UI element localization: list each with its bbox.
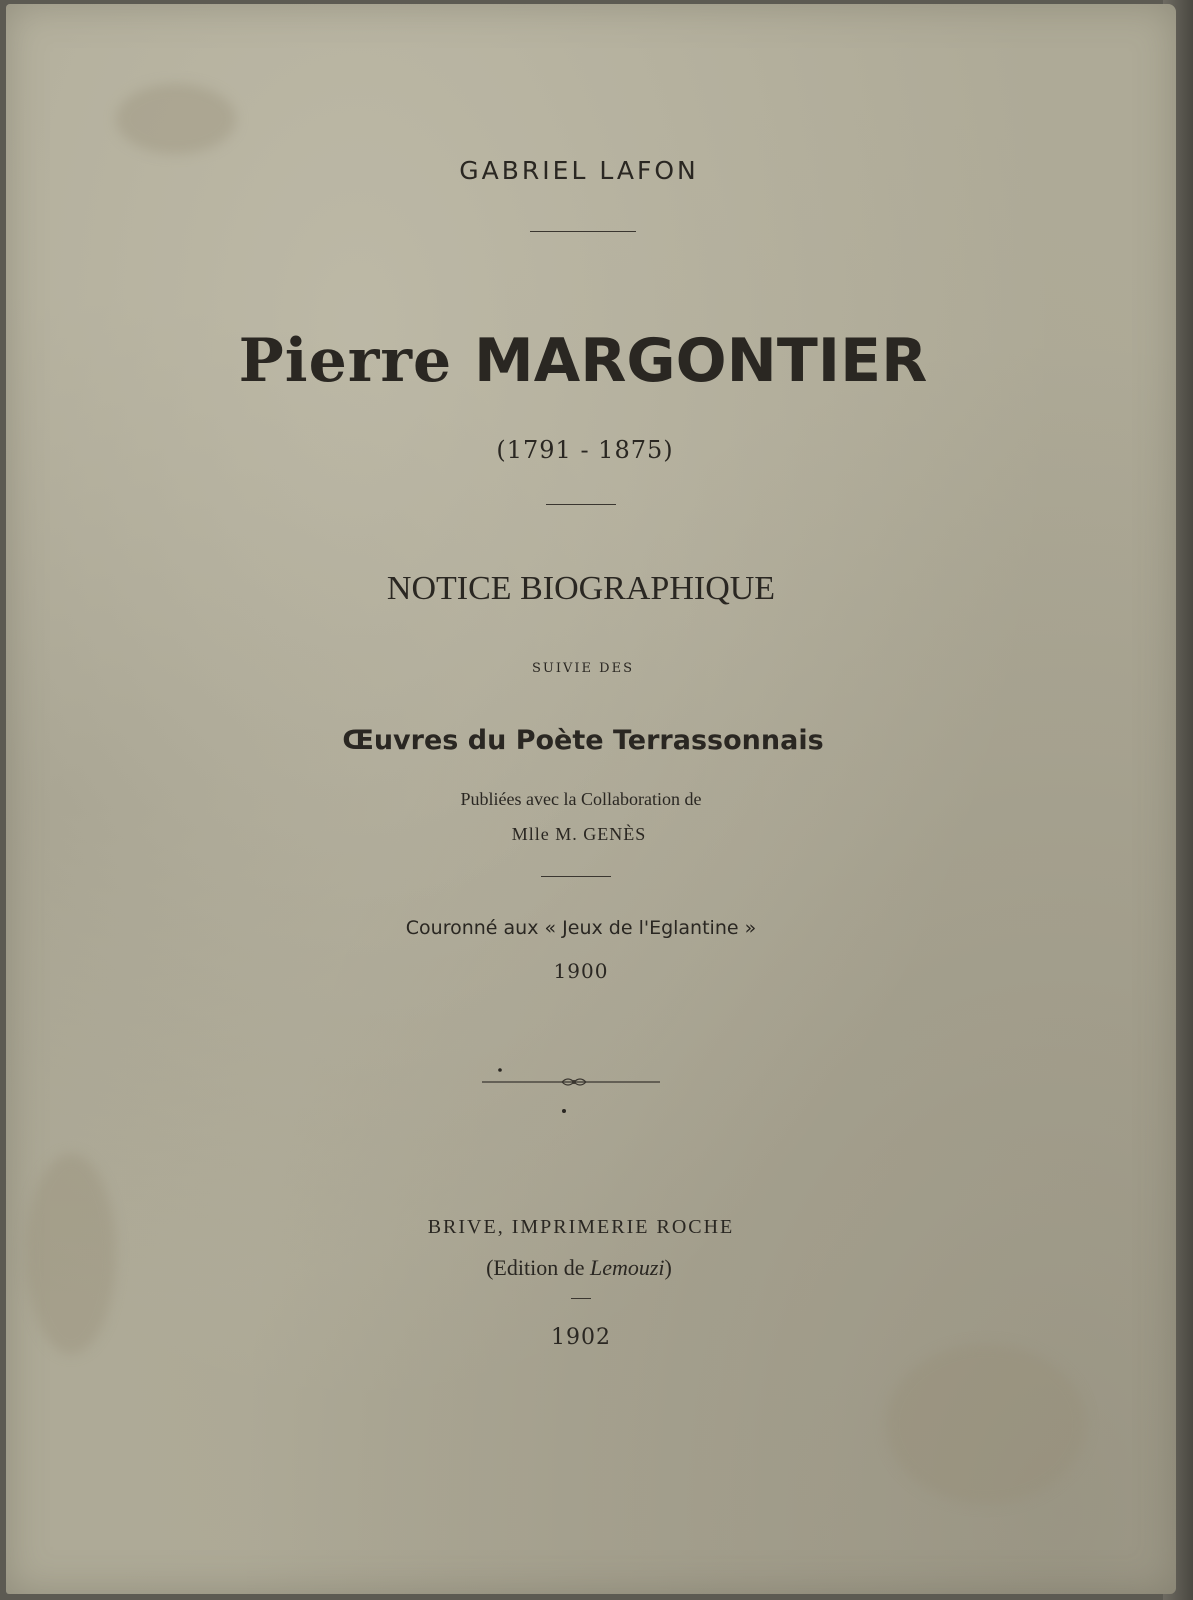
book-cover — [6, 4, 1176, 1594]
title-surname: MARGONTIER — [474, 326, 928, 396]
edition-prefix: (Edition de — [486, 1255, 590, 1280]
divider-rule — [546, 504, 616, 505]
edition-line — [0, 1255, 1164, 1281]
author-name: GABRIEL LAFON — [459, 156, 699, 185]
title-first-name: Pierre — [238, 326, 475, 396]
edition-suffix: ) — [664, 1255, 672, 1280]
award-year: 1900 — [553, 959, 609, 983]
book-title — [0, 326, 1168, 396]
subtitle: NOTICE BIOGRAPHIQUE — [386, 570, 776, 607]
divider-rule — [541, 876, 611, 877]
cover-stain — [116, 84, 236, 154]
published-with-text: Publiées avec la Collaboration de — [460, 789, 702, 809]
ornament-divider-icon — [476, 1066, 666, 1116]
edition-name: Lemouzi — [589, 1255, 665, 1280]
works-title: Œuvres du Poète Terrassonnais — [342, 725, 824, 756]
connector-text: SUIVIE DES — [532, 661, 634, 676]
cover-stain — [886, 1344, 1086, 1504]
collaborator-name: Mlle M. GENÈS — [511, 824, 647, 844]
printer-name: BRIVE, IMPRIMERIE ROCHE — [427, 1216, 735, 1238]
publication-year: 1902 — [551, 1325, 611, 1350]
cover-stain — [26, 1154, 116, 1354]
award-text: Couronné aux « Jeux de l'Eglantine » — [405, 917, 757, 939]
divider-rule — [530, 231, 636, 232]
life-dates: (1791 - 1875) — [496, 436, 674, 464]
divider-rule — [571, 1298, 591, 1299]
